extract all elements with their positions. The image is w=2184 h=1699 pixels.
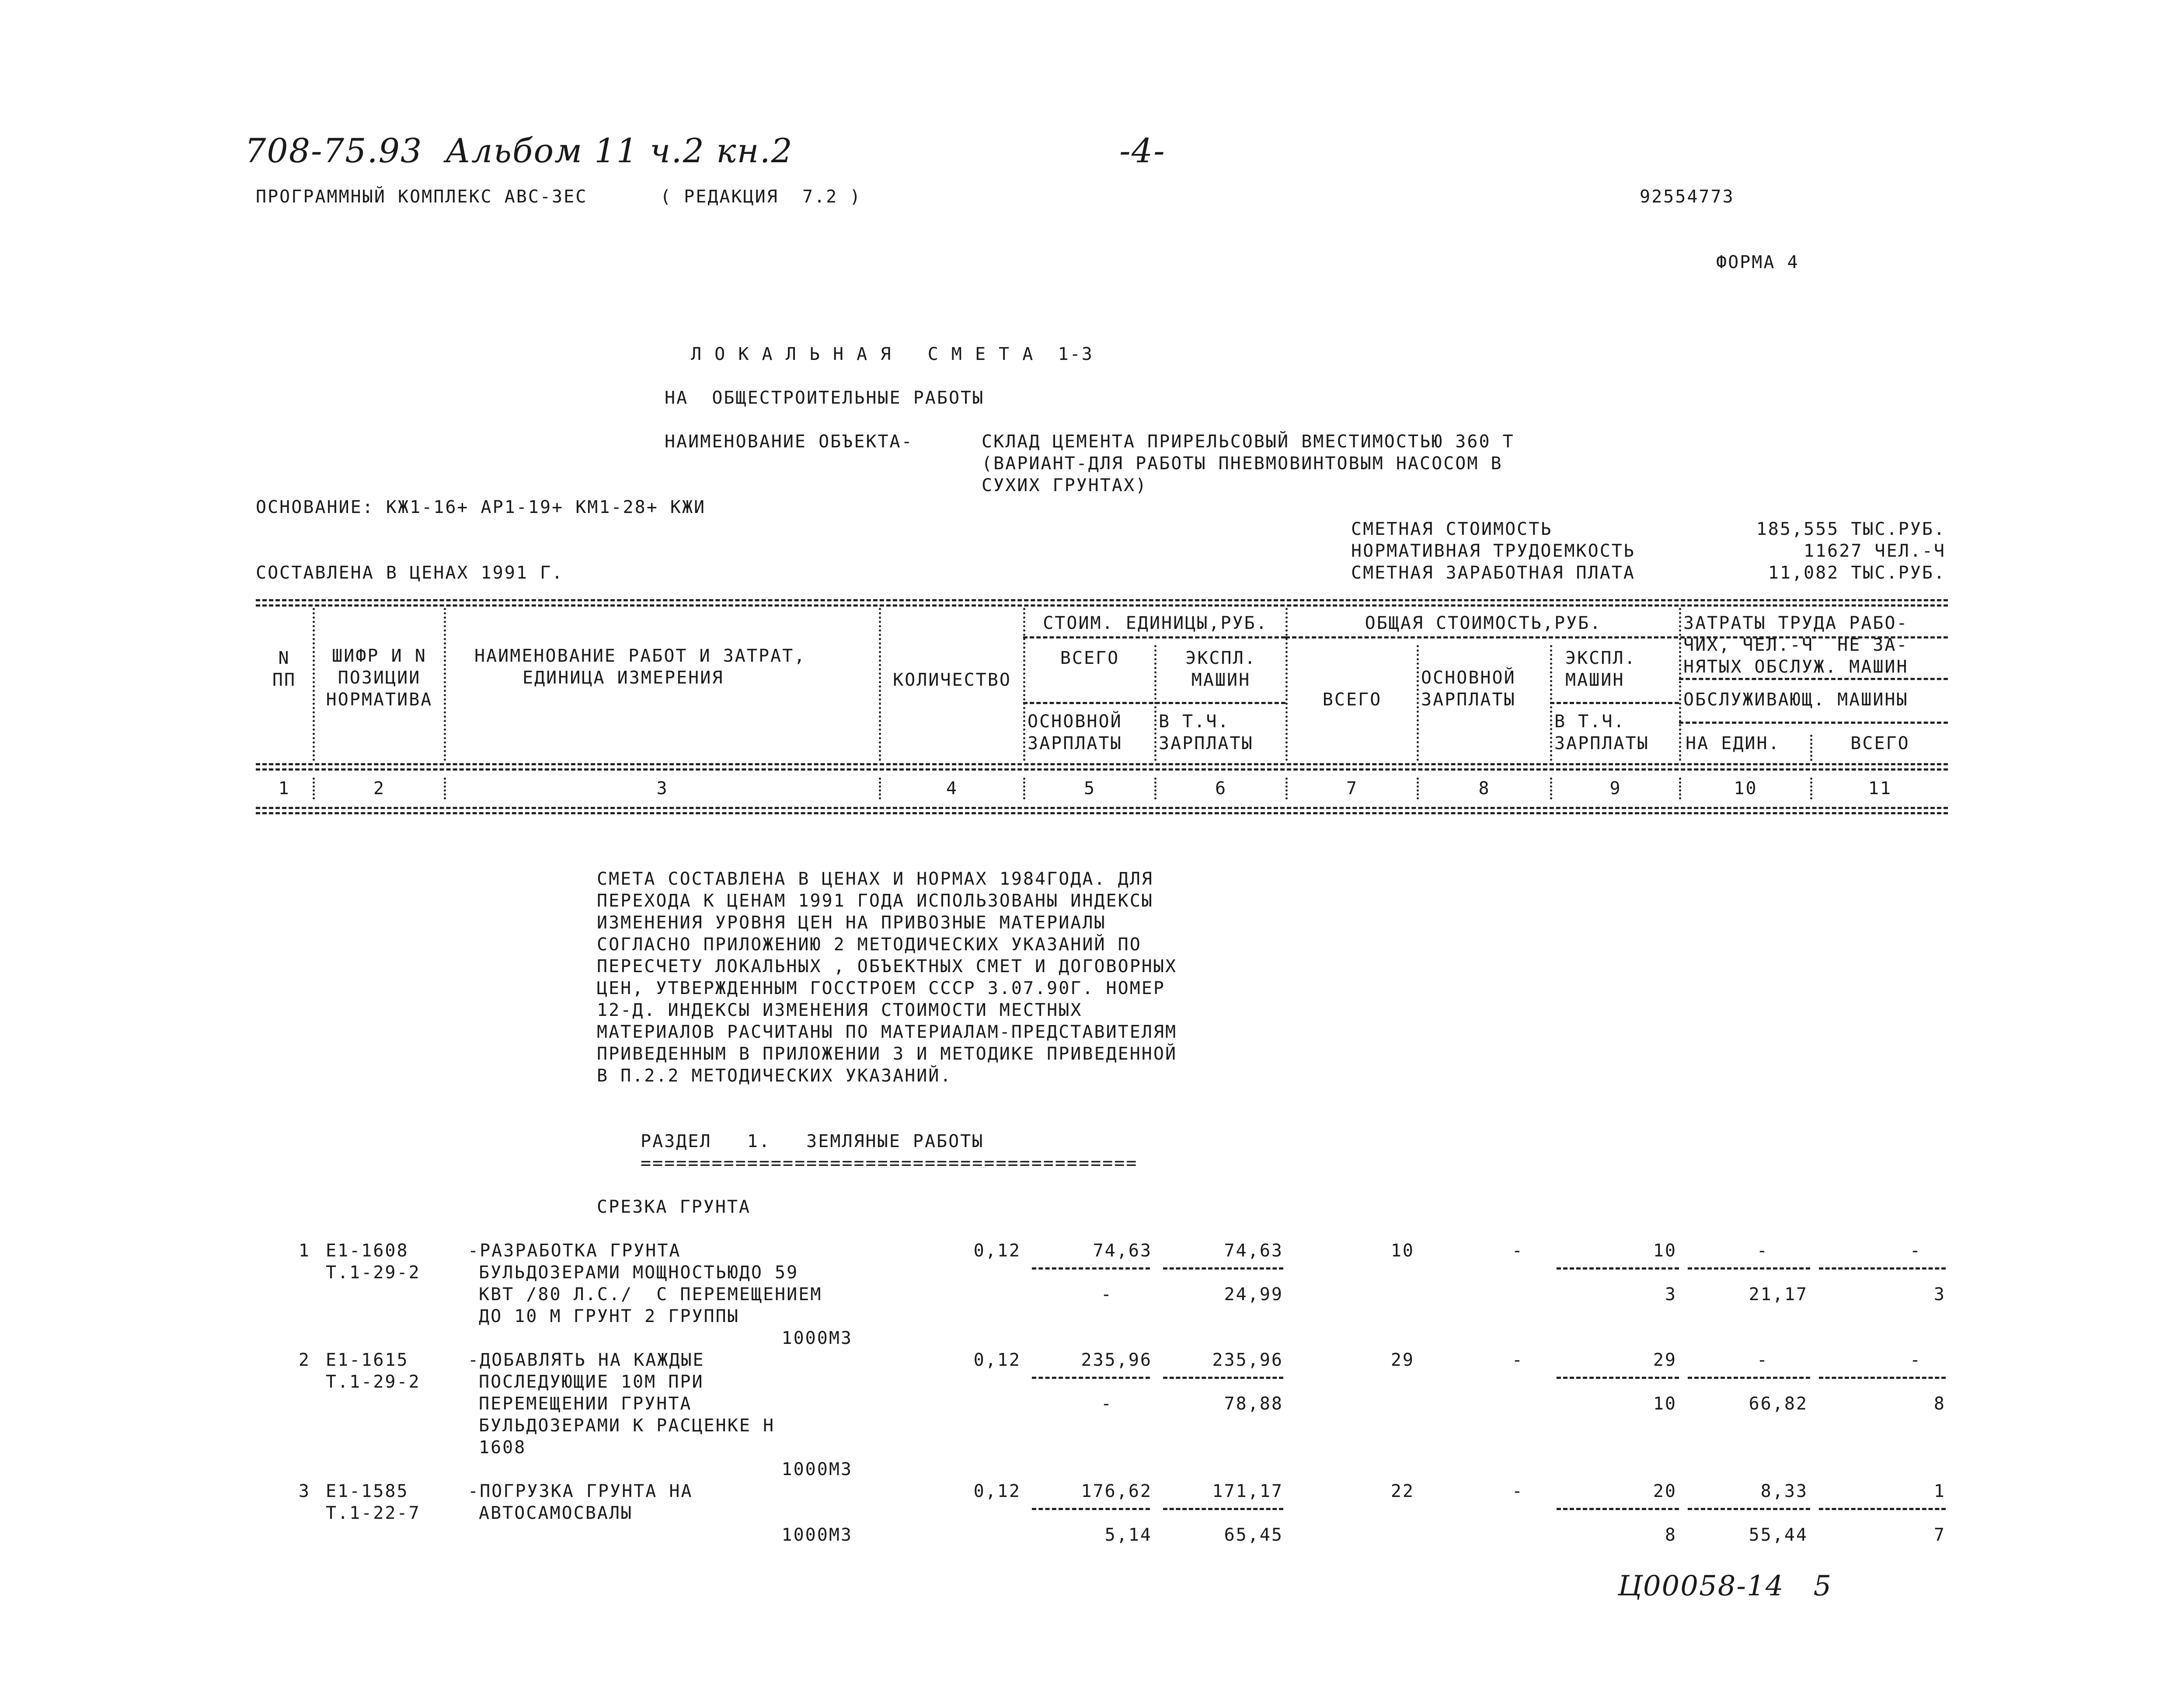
col-number: 3	[656, 778, 669, 799]
header-labor-total: ВСЕГО	[1850, 733, 1910, 754]
handwritten-footer: Ц00058-14 5	[1618, 1570, 1832, 1602]
row-number: 3	[298, 1481, 310, 1501]
row-uc-total: 235,96	[1081, 1350, 1152, 1370]
object-label: НАИМЕНОВАНИЕ ОБЪЕКТА-	[665, 432, 913, 452]
header-tc-mach: ЭКСПЛ. МАШИН	[1565, 648, 1637, 690]
row-uc-total: 176,62	[1081, 1481, 1152, 1501]
section-underline: ==========================================	[641, 1153, 1138, 1173]
row-tc-mach: 29	[1653, 1350, 1677, 1370]
row-qty: 0,12	[973, 1241, 1021, 1261]
row-labor-total: 8	[1933, 1394, 1946, 1414]
col-number: 9	[1609, 778, 1622, 799]
summary-labels: СМЕТНАЯ СТОИМОСТЬ НОРМАТИВНАЯ ТРУДОЕМКОСТЬ СМЕТНАЯ ЗАРАБОТНАЯ ПЛАТА	[1351, 519, 1635, 583]
row-uc-incl: 65,45	[1224, 1525, 1283, 1545]
row-number: 2	[298, 1350, 310, 1370]
col-number: 10	[1734, 778, 1758, 799]
row-tc-total: 29	[1390, 1350, 1414, 1370]
row-labor-unit: 21,17	[1749, 1284, 1808, 1305]
row-name: -ПОГРУЗКА ГРУНТА НА АВТОСАМОСВАЛЫ	[468, 1481, 693, 1523]
header-unit-cost: СТОИМ. ЕДИНИЦЫ,РУБ.	[1043, 613, 1268, 633]
row-labor-unit: 66,82	[1749, 1394, 1808, 1414]
header-tc-incl: В Т.Ч. ЗАРПЛАТЫ	[1554, 712, 1649, 754]
compiled-line: СОСТАВЛЕНА В ЦЕНАХ 1991 Г.	[256, 563, 564, 583]
row-uc-base: -	[1101, 1394, 1113, 1414]
col-number: 5	[1083, 778, 1096, 799]
row-uc-incl: 78,88	[1224, 1394, 1283, 1414]
row-uc-incl: 24,99	[1224, 1284, 1283, 1305]
row-tc-incl: 10	[1653, 1394, 1677, 1414]
summary-values: 185,555 ТЫС.РУБ. 11627 ЧЕЛ.-Ч 11,082 ТЫС.РУБ.	[1756, 519, 1946, 583]
col-number: 4	[946, 778, 958, 799]
row-name: -РАЗРАБОТКА ГРУНТА БУЛЬДОЗЕРАМИ МОЩНОСТЬЮДО 59 КВТ /80 Л.С./ С ПЕРЕМЕЩЕНИЕМ ДО 10 М ГРУНТ 2 ГРУППЫ	[468, 1241, 822, 1326]
row-labor-total: 7	[1933, 1525, 1946, 1545]
header-uc-incl: В Т.Ч. ЗАРПЛАТЫ	[1159, 712, 1254, 754]
row-labor-total: 3	[1933, 1284, 1946, 1305]
col-number: 8	[1478, 778, 1491, 799]
row-uc-base: -	[1101, 1284, 1113, 1305]
header-col-n: N ПП	[272, 648, 296, 690]
header-labor-sub: ОБСЛУЖИВАЮЩ. МАШИНЫ	[1683, 690, 1909, 710]
row-uc-mach: 235,96	[1212, 1350, 1283, 1370]
header-uc-base: ОСНОВНОЙ ЗАРПЛАТЫ	[1028, 712, 1122, 754]
row-unit: 1000М3	[781, 1525, 853, 1545]
header-total-cost: ОБЩАЯ СТОИМОСТЬ,РУБ.	[1365, 613, 1602, 633]
row-tc-total: 22	[1390, 1481, 1414, 1501]
handwritten-page-number: -4-	[1119, 131, 1166, 170]
header-col-name: НАИМЕНОВАНИЕ РАБОТ И ЗАТРАТ, ЕДИНИЦА ИЗМЕРЕНИЯ	[474, 646, 806, 688]
row-name: -ДОБАВЛЯТЬ НА КАЖДЫЕ ПОСЛЕДУЮЩИЕ 10М ПРИ ПЕРЕМЕЩЕНИИ ГРУНТА БУЛЬДОЗЕРАМИ К РАСЦЕНКЕ Н 1608	[468, 1350, 775, 1458]
row-tc-base: -	[1512, 1481, 1524, 1501]
header-col-code: ШИФР И N ПОЗИЦИИ НОРМАТИВА	[326, 646, 433, 710]
note-paragraph: СМЕТА СОСТАВЛЕНА В ЦЕНАХ И НОРМАХ 1984ГОДА. ДЛЯ ПЕРЕХОДА К ЦЕНАМ 1991 ГОДА ИСПОЛЬЗОВАНЫ ИНДЕКСЫ ИЗМЕНЕНИЯ УРОВНЯ ЦЕН НА ПРИВОЗНЫЕ МАТЕРИАЛЫ СОГЛАСНО ПРИЛОЖЕНИЮ 2 МЕТОДИЧЕСКИХ УКАЗАНИЙ ПО ПЕРЕСЧЕТУ ЛОКАЛЬНЫХ , ОБЪЕКТНЫХ СМЕТ И ДОГОВОРНЫХ ЦЕН, УТВЕРЖДЕННЫМ ГОССТРОЕМ СССР 3.07.90Г. НОМЕР 12-Д. ИНДЕКСЫ ИЗМЕНЕНИЯ СТОИМОСТИ МЕСТНЫХ МАТЕРИАЛОВ РАСЧИТАНЫ ПО МАТЕРИАЛАМ-ПРЕДСТАВИТЕЛЯМ ПРИВЕДЕННЫМ В ПРИЛОЖЕНИИ 3 И МЕТОДИКЕ ПРИВЕДЕННОЙ В П.2.2 МЕТОДИЧЕСКИХ УКАЗАНИЙ.	[597, 869, 1177, 1086]
row-labor-unit-top: 8,33	[1760, 1481, 1808, 1501]
form-label: ФОРМА 4	[1716, 252, 1799, 272]
col-number: 6	[1215, 778, 1227, 799]
row-uc-total: 74,63	[1093, 1241, 1152, 1261]
handwritten-header: 708-75.93 Альбом 11 ч.2 кн.2	[245, 131, 794, 170]
basis-line: ОСНОВАНИЕ: КЖ1-16+ АР1-19+ КМ1-28+ КЖИ	[256, 497, 706, 517]
header-tc-total: ВСЕГО	[1322, 690, 1382, 710]
row-code: Е1-1585 Т.1-22-7	[326, 1481, 421, 1523]
row-uc-base: 5,14	[1104, 1525, 1152, 1545]
col-number: 1	[278, 778, 290, 799]
header-uc-total: ВСЕГО	[1060, 648, 1120, 668]
row-uc-mach: 74,63	[1224, 1241, 1283, 1261]
document-code: 92554773	[1640, 187, 1735, 207]
header-labor-unit: НА ЕДИН.	[1686, 733, 1780, 754]
row-tc-base: -	[1512, 1350, 1524, 1370]
row-labor-unit: 55,44	[1749, 1525, 1808, 1545]
row-labor-unit-top: -	[1756, 1241, 1769, 1261]
row-labor-unit-top: -	[1756, 1350, 1769, 1370]
row-labor-total-top: 1	[1933, 1481, 1946, 1501]
row-uc-mach: 171,17	[1212, 1481, 1283, 1501]
row-tc-incl: 8	[1665, 1525, 1677, 1545]
row-tc-base: -	[1512, 1241, 1524, 1261]
col-number: 11	[1868, 778, 1892, 799]
row-unit: 1000М3	[781, 1328, 853, 1348]
subsection-title: СРЕЗКА ГРУНТА	[597, 1197, 751, 1217]
row-qty: 0,12	[973, 1481, 1021, 1501]
row-number: 1	[298, 1241, 310, 1261]
section-title: РАЗДЕЛ 1. ЗЕМЛЯНЫЕ РАБОТЫ	[641, 1131, 984, 1151]
row-tc-mach: 10	[1653, 1241, 1677, 1261]
row-tc-total: 10	[1390, 1241, 1414, 1261]
header-labor: ЗАТРАТЫ ТРУДА РАБО- ЧИХ, ЧЕЛ.-Ч НЕ ЗА- НЯТЫХ ОБСЛУЖ. МАШИН	[1683, 613, 1909, 677]
col-number: 2	[373, 778, 386, 799]
row-labor-total-top: -	[1909, 1241, 1922, 1261]
header-col-qty: КОЛИЧЕСТВО	[893, 670, 1011, 690]
software-edition: ( РЕДАКЦИЯ 7.2 )	[660, 187, 862, 207]
header-tc-base: ОСНОВНОЙ ЗАРПЛАТЫ	[1421, 668, 1516, 710]
row-tc-mach: 20	[1653, 1481, 1677, 1501]
row-tc-incl: 3	[1665, 1284, 1677, 1305]
header-uc-mach: ЭКСПЛ. МАШИН	[1185, 648, 1257, 690]
software-name: ПРОГРАММНЫЙ КОМПЛЕКС АВС-3ЕС	[256, 187, 588, 207]
row-unit: 1000М3	[781, 1459, 853, 1479]
row-qty: 0,12	[973, 1350, 1021, 1370]
col-number: 7	[1346, 778, 1358, 799]
object-name: СКЛАД ЦЕМЕНТА ПРИРЕЛЬСОВЫЙ ВМЕСТИМОСТЬЮ 360 Т (ВАРИАНТ-ДЛЯ РАБОТЫ ПНЕВМОВИНТОВЫМ НАСОСОМ В СУХИХ ГРУНТАХ)	[982, 432, 1515, 495]
row-code: Е1-1615 Т.1-29-2	[326, 1350, 421, 1392]
document-title: Л О К А Л Ь Н А Я С М Е Т А 1-3	[691, 344, 1094, 364]
row-labor-total-top: -	[1909, 1350, 1922, 1370]
row-code: Е1-1608 Т.1-29-2	[326, 1241, 421, 1283]
document-subtitle: НА ОБЩЕСТРОИТЕЛЬНЫЕ РАБОТЫ	[665, 388, 985, 408]
